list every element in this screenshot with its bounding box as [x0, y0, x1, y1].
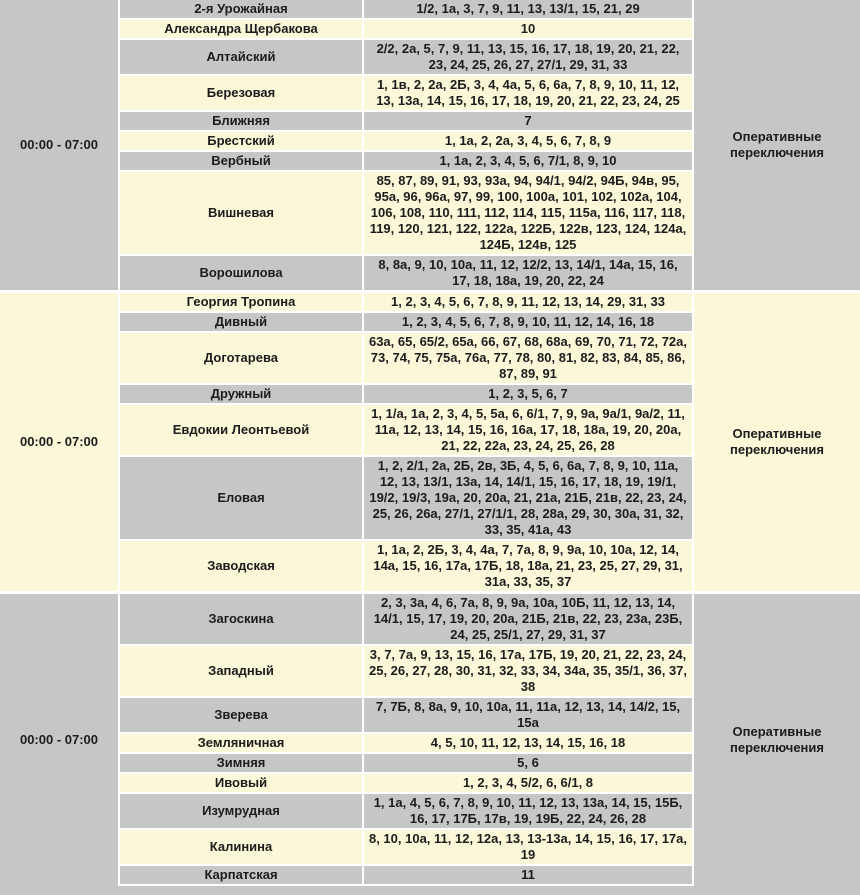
- street-rows: [120, 0, 692, 290]
- house-numbers-cell: 1, 2, 3, 4, 5, 6, 7, 8, 9, 11, 12, 13, 14, 29, 31, 33: [364, 293, 692, 311]
- time-range-cell: 00:00 - 07:00: [0, 0, 120, 290]
- street-name-cell: Вербный: [120, 152, 364, 170]
- house-numbers-cell: 63а, 65, 65/2, 65а, 66, 67, 68, 68а, 69, 70, 71, 72, 72а, 73, 74, 75, 75а, 76а, 77, 78, 80, 81, 82, 83, 84, 85, 86, 87, 89, 91: [364, 333, 692, 383]
- street-row: [120, 752, 692, 772]
- house-numbers-cell: 7: [364, 112, 692, 130]
- time-range-cell: 00:00 - 07:00: [0, 594, 120, 886]
- street-name-cell: Березовая: [120, 76, 364, 110]
- street-name-cell: Ивовый: [120, 774, 364, 792]
- street-name-cell: Евдокии Леонтьевой: [120, 405, 364, 455]
- house-numbers-cell: 3, 7, 7а, 9, 13, 15, 16, 17а, 17Б, 19, 20, 21, 22, 23, 24, 25, 26, 27, 28, 30, 31, 32, 33, 34, 34а, 35, 35/1, 36, 37, 38: [364, 646, 692, 696]
- reason-cell: Оперативные переключения: [692, 0, 860, 290]
- house-numbers-cell: 1, 2, 3, 4, 5/2, 6, 6/1, 8: [364, 774, 692, 792]
- street-name-cell: Вишневая: [120, 172, 364, 254]
- street-row: [120, 792, 692, 828]
- street-name-cell: Георгия Тропина: [120, 293, 364, 311]
- house-numbers-cell: 85, 87, 89, 91, 93, 93а, 94, 94/1, 94/2, 94Б, 94в, 95, 95а, 96, 96а, 97, 99, 100, 100а, 101, 102, 102а, 104, 106, 108, 110, 111, 112, 114, 115, 115а, 116, 117, 118, 119, 120, 121, 122, 122а, 122Б, 122в, 123, 124, 124а, 124Б, 124в, 125: [364, 172, 692, 254]
- street-row: [120, 0, 692, 18]
- street-row: [120, 170, 692, 254]
- house-numbers-cell: 10: [364, 20, 692, 38]
- house-numbers-cell: 8, 10, 10а, 11, 12, 12а, 13, 13-13а, 14, 15, 16, 17, 17а, 19: [364, 830, 692, 864]
- street-name-cell: Ближняя: [120, 112, 364, 130]
- street-row: [120, 696, 692, 732]
- street-name-cell: 2-я Урожайная: [120, 0, 364, 18]
- house-numbers-cell: 1, 1/а, 1а, 2, 3, 4, 5, 5а, 6, 6/1, 7, 9, 9а, 9а/1, 9а/2, 11, 11а, 12, 13, 14, 15, 16, 16а, 17, 18, 18а, 19, 20, 20а, 21, 22, 22а, 23, 24, 25, 26, 28: [364, 405, 692, 455]
- schedule-group: [0, 0, 860, 290]
- reason-cell: Оперативные переключения: [692, 594, 860, 886]
- street-row: [120, 383, 692, 403]
- street-row: [120, 254, 692, 290]
- street-name-cell: Александра Щербакова: [120, 20, 364, 38]
- reason-cell: Оперативные переключения: [692, 293, 860, 591]
- time-range-cell: 00:00 - 07:00: [0, 293, 120, 591]
- house-numbers-cell: 1, 1а, 4, 5, 6, 7, 8, 9, 10, 11, 12, 13, 13а, 14, 15, 15Б, 16, 17, 17Б, 17в, 19, 19Б, 22, 24, 26, 28: [364, 794, 692, 828]
- house-numbers-cell: 1, 1в, 2, 2а, 2Б, 3, 4, 4а, 5, 6, 6а, 7, 8, 9, 10, 11, 12, 13, 13а, 14, 15, 16, 17, 18, 19, 20, 21, 22, 23, 24, 25: [364, 76, 692, 110]
- street-name-cell: Заводская: [120, 541, 364, 591]
- street-row: [120, 38, 692, 74]
- street-name-cell: Алтайский: [120, 40, 364, 74]
- street-rows: [120, 594, 692, 886]
- street-row: [120, 539, 692, 591]
- house-numbers-cell: 11: [364, 866, 692, 884]
- street-row: [120, 311, 692, 331]
- street-name-cell: Доготарева: [120, 333, 364, 383]
- street-row: [120, 130, 692, 150]
- street-name-cell: Изумрудная: [120, 794, 364, 828]
- house-numbers-cell: 8, 8а, 9, 10, 10а, 11, 12, 12/2, 13, 14/1, 14а, 15, 16, 17, 18, 18а, 19, 20, 22, 24: [364, 256, 692, 290]
- street-row: [120, 150, 692, 170]
- house-numbers-cell: 2/2, 2а, 5, 7, 9, 11, 13, 15, 16, 17, 18, 19, 20, 21, 22, 23, 24, 25, 26, 27, 27/1, 29, 31, 33: [364, 40, 692, 74]
- house-numbers-cell: 1, 2, 3, 5, 6, 7: [364, 385, 692, 403]
- street-row: [120, 644, 692, 696]
- street-name-cell: Калинина: [120, 830, 364, 864]
- street-row: [120, 455, 692, 539]
- street-name-cell: Западный: [120, 646, 364, 696]
- schedule-group: [0, 290, 860, 591]
- street-name-cell: Еловая: [120, 457, 364, 539]
- street-row: [120, 772, 692, 792]
- house-numbers-cell: 1, 1а, 2, 3, 4, 5, 6, 7/1, 8, 9, 10: [364, 152, 692, 170]
- street-name-cell: Зверева: [120, 698, 364, 732]
- street-name-cell: Дивный: [120, 313, 364, 331]
- street-row: [120, 293, 692, 311]
- street-row: [120, 828, 692, 864]
- house-numbers-cell: 2, 3, 3а, 4, 6, 7а, 8, 9, 9а, 10а, 10Б, 11, 12, 13, 14, 14/1, 15, 17, 19, 20, 20а, 21Б, 21в, 22, 23, 23а, 23Б, 24, 25, 25/1, 27, 29, 31, 37: [364, 594, 692, 644]
- street-name-cell: Земляничная: [120, 734, 364, 752]
- street-row: [120, 331, 692, 383]
- street-row: [120, 594, 692, 644]
- street-name-cell: Дружный: [120, 385, 364, 403]
- street-row: [120, 403, 692, 455]
- street-name-cell: Брестский: [120, 132, 364, 150]
- street-name-cell: Загоскина: [120, 594, 364, 644]
- house-numbers-cell: 1, 1а, 2, 2а, 3, 4, 5, 6, 7, 8, 9: [364, 132, 692, 150]
- street-row: [120, 74, 692, 110]
- street-row: [120, 18, 692, 38]
- schedule-group: [0, 591, 860, 886]
- street-name-cell: Зимняя: [120, 754, 364, 772]
- street-name-cell: Карпатская: [120, 866, 364, 884]
- house-numbers-cell: 1, 1а, 2, 2Б, 3, 4, 4а, 7, 7а, 8, 9, 9а, 10, 10а, 12, 14, 14а, 15, 16, 17а, 17Б, 18, 18а, 21, 23, 25, 27, 29, 31, 31а, 33, 35, 37: [364, 541, 692, 591]
- street-name-cell: Ворошилова: [120, 256, 364, 290]
- street-row: [120, 110, 692, 130]
- street-rows: [120, 293, 692, 591]
- street-row: [120, 732, 692, 752]
- house-numbers-cell: 5, 6: [364, 754, 692, 772]
- house-numbers-cell: 1, 2, 2/1, 2а, 2Б, 2в, 3Б, 4, 5, 6, 6а, 7, 8, 9, 10, 11а, 12, 13, 13/1, 13а, 14, 14/1, 15, 16, 17, 18, 19, 19/1, 19/2, 19/3, 19а, 20, 20а, 21, 21а, 21Б, 21в, 22, 23, 24, 25, 26, 26а, 27/1, 27/1/1, 28, 28а, 29, 30, 30а, 31, 32, 33, 35, 41а, 43: [364, 457, 692, 539]
- street-row: [120, 864, 692, 884]
- house-numbers-cell: 1, 2, 3, 4, 5, 6, 7, 8, 9, 10, 11, 12, 14, 16, 18: [364, 313, 692, 331]
- house-numbers-cell: 4, 5, 10, 11, 12, 13, 14, 15, 16, 18: [364, 734, 692, 752]
- house-numbers-cell: 1/2, 1а, 3, 7, 9, 11, 13, 13/1, 15, 21, 29: [364, 0, 692, 18]
- house-numbers-cell: 7, 7Б, 8, 8а, 9, 10, 10а, 11, 11а, 12, 13, 14, 14/2, 15, 15а: [364, 698, 692, 732]
